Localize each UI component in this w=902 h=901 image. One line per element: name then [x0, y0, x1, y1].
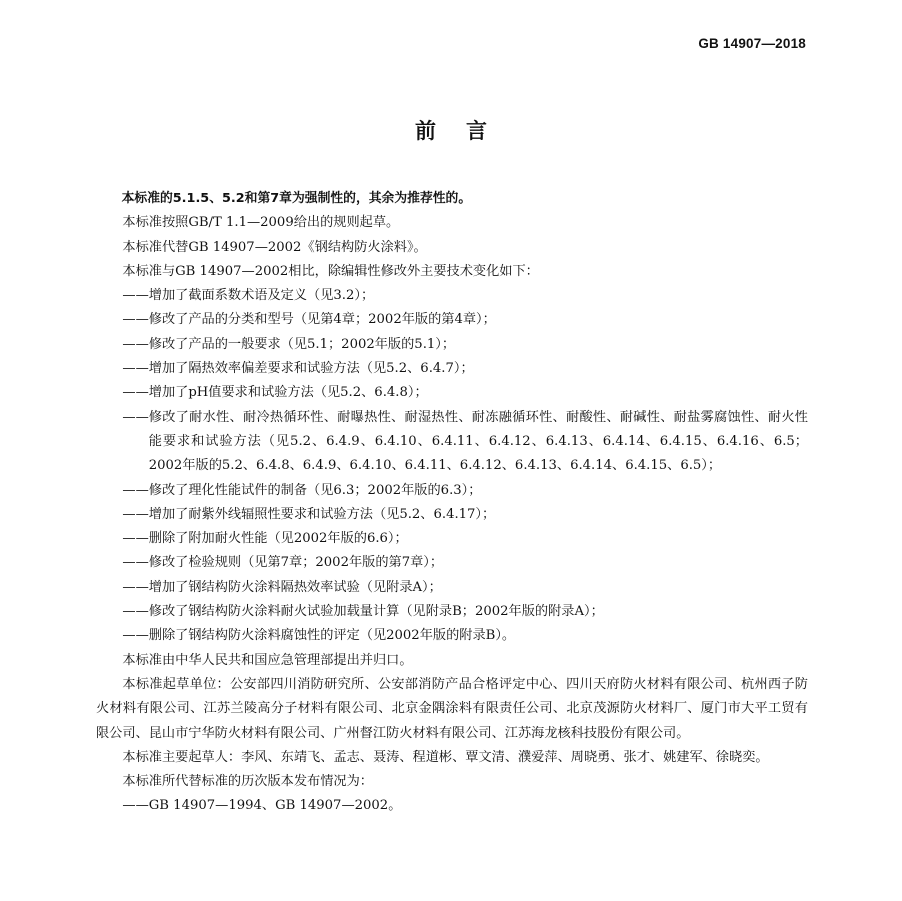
list-item	[122, 600, 808, 624]
dash-marker: ——	[122, 506, 149, 522]
history-list-item: ——GB 14907—1994、GB 14907—2002。	[122, 798, 402, 814]
list-item-text: 删除了附加耐火性能（见2002年版的6.6）；	[148, 531, 408, 547]
list-item-text: 增加了隔热效率偏差要求和试验方法（见5.2、6.4.7）；	[148, 361, 474, 377]
list-item	[122, 308, 808, 332]
dash-marker: ——	[122, 579, 149, 595]
list-item	[122, 527, 808, 551]
list-item-text: 删除了钢结构防火涂料腐蚀性的评定（见2002年版的附录B）。	[148, 628, 516, 644]
list-item-text: 增加了截面系数术语及定义（见3.2）；	[148, 288, 375, 304]
drafting-units-statement: 本标准起草单位：公安部四川消防研究所、公安部消防产品合格评定中心、四川天府防火材料有限公司、杭州西子防火材料有限公司、江苏兰陵高分子材料有限公司、北京金隅涂料有限责任公司、北京茂源防火材料厂、厦门市大平工贸有限公司、昆山市宁华防火材料有限公司、广州督江防火材料有限公司、江苏海龙核科技股份有限公司。	[96, 676, 808, 741]
list-item	[122, 624, 808, 648]
dash-marker: ——	[122, 531, 149, 547]
list-item	[122, 479, 808, 503]
dash-marker: ——	[122, 409, 149, 425]
mandatory-clause-statement: 本标准的5.1.5、5.2和第7章为强制性的，其余为推荐性的。	[121, 191, 472, 206]
dash-marker: ——	[122, 288, 149, 304]
list-item-text: 修改了产品的一般要求（见5.1；2002年版的5.1）；	[148, 336, 456, 352]
list-item	[122, 406, 808, 479]
drafting-rules-statement: 本标准按照GB/T 1.1—2009给出的规则起草。	[122, 215, 400, 231]
list-item-text: 增加了pH值要求和试验方法（见5.2、6.4.8）；	[148, 385, 428, 401]
dash-marker: ——	[122, 604, 149, 620]
replaces-statement: 本标准代替GB 14907—2002《钢结构防火涂料》。	[122, 239, 427, 255]
list-item	[122, 551, 808, 575]
list-item-text: 增加了耐紫外线辐照性要求和试验方法（见5.2、6.4.17）；	[148, 506, 496, 522]
list-item	[122, 576, 808, 600]
list-item-text: 修改了产品的分类和型号（见第4章；2002年版的第4章）；	[148, 312, 496, 328]
list-item	[122, 333, 808, 357]
page-header	[698, 36, 806, 51]
dash-marker: ——	[122, 312, 149, 328]
list-item-text: 增加了钢结构防火涂料隔热效率试验（见附录A）；	[148, 579, 442, 595]
list-item	[122, 284, 808, 308]
main-drafters-statement: 本标准主要起草人：李风、东靖飞、孟志、聂涛、程道彬、覃文清、濮爱萍、周晓勇、张才、姚建军、徐晓奕。	[122, 749, 769, 765]
list-item	[122, 357, 808, 381]
history-intro: 本标准所代替标准的历次版本发布情况为：	[122, 774, 373, 790]
changes-intro: 本标准与GB 14907—2002相比，除编辑性修改外主要技术变化如下：	[122, 263, 539, 279]
dash-marker: ——	[122, 385, 149, 401]
list-item-text: 修改了耐水性、耐冷热循环性、耐曝热性、耐湿热性、耐冻融循环性、耐酸性、耐碱性、耐盐雾腐蚀性、耐火性能要求和试验方法（见5.2、6.4.9、6.4.10、6.4.11、6.4.12、6.4.13、6.4.14、6.4.15、6.4.16、6.5；2002年版的5.2、6.4.8、6.4.9、6.4.10、6.4.11、6.4.12、6.4.13、6.4.14、6.4.15、6.5）；	[148, 409, 808, 474]
list-item-text: 修改了理化性能试件的制备（见6.3；2002年版的6.3）；	[148, 482, 482, 498]
standard-code: GB 14907—2018	[698, 36, 806, 51]
dash-marker: ——	[122, 628, 149, 644]
foreword-body	[96, 187, 808, 819]
dash-marker: ——	[122, 555, 149, 571]
page-title: 前言	[415, 119, 517, 143]
list-item-text: 修改了检验规则（见第7章；2002年版的第7章）；	[148, 555, 444, 571]
list-item-text: 修改了钢结构防火涂料耐火试验加载量计算（见附录B；2002年版的附录A）；	[148, 604, 604, 620]
list-item	[122, 381, 808, 405]
technical-changes-list	[96, 284, 808, 648]
dash-marker: ——	[122, 361, 149, 377]
proposed-by-statement: 本标准由中华人民共和国应急管理部提出并归口。	[122, 652, 413, 668]
dash-marker: ——	[122, 482, 149, 498]
dash-marker: ——	[122, 336, 149, 352]
list-item	[122, 503, 808, 527]
